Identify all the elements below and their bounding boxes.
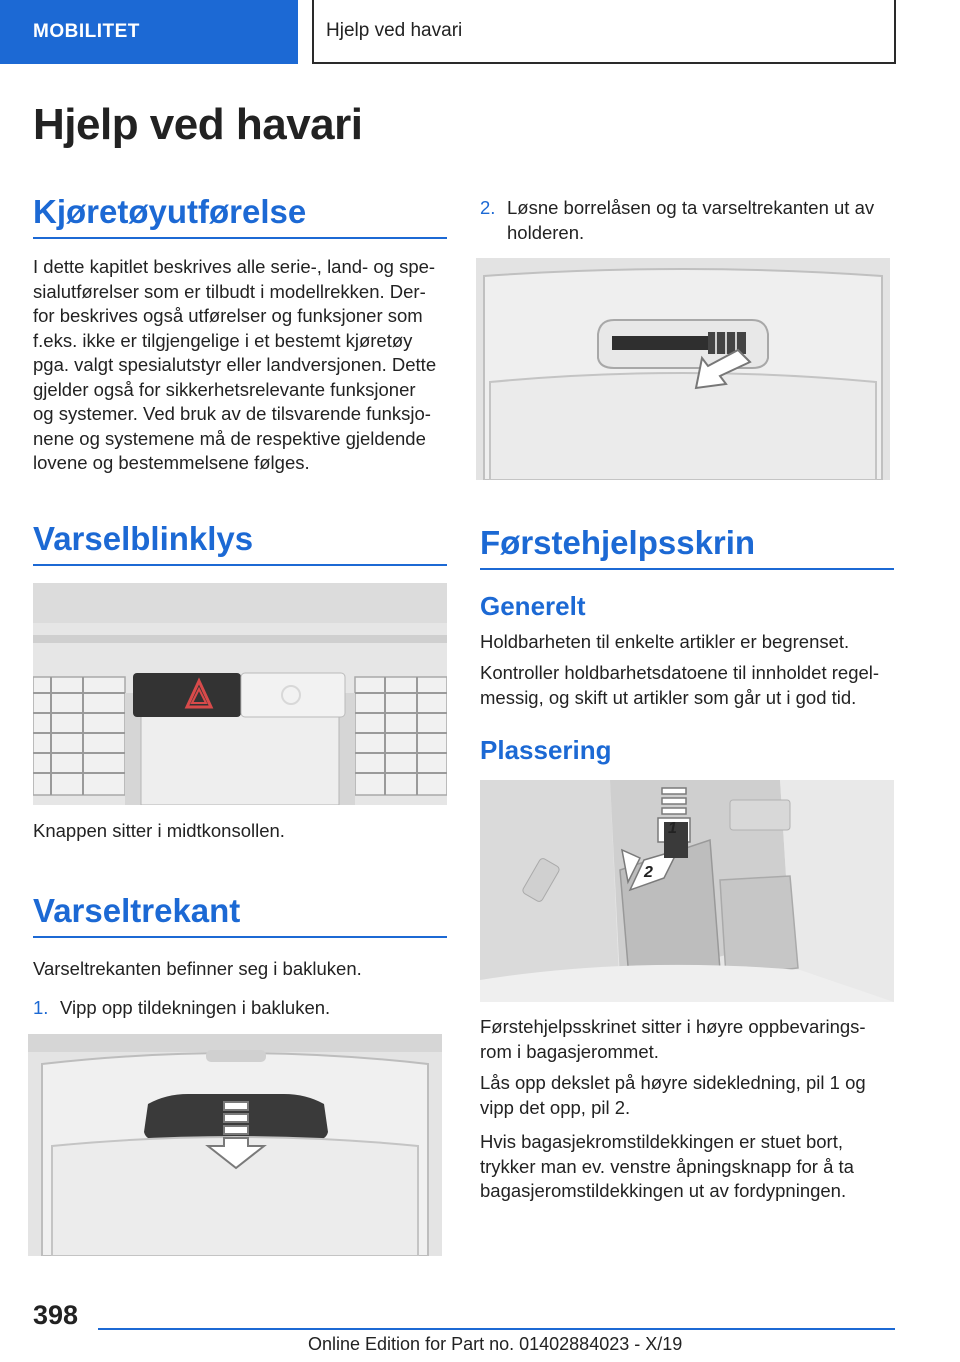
text-line: og systemer. Ved bruk av de tilsvarende funksjo- (33, 403, 431, 424)
heading-varseltrekant: Varseltrekant (33, 892, 447, 938)
paragraph-generelt-1: Holdbarheten til enkelte artikler er begrenset. (480, 631, 850, 652)
footer-divider (98, 1328, 895, 1330)
step-2-text-line1: Løsne borrelåsen og ta varseltrekanten ut av (507, 197, 875, 218)
first-aid-kit-location-illustration (480, 780, 894, 1002)
text-line: Hvis bagasjekromstildekkingen er stuet bort, (480, 1131, 843, 1152)
footer-edition: Online Edition for Part no. 01402884023 - X/19 (308, 1334, 683, 1354)
step-1 (33, 996, 330, 1021)
paragraph-plassering-1 (480, 1015, 866, 1064)
callout-1: 1 (668, 820, 677, 837)
heading-kjoretoyutforelse: Kjøretøyutførelse (33, 193, 447, 239)
text-line: Lås opp dekslet på høyre sidekledning, pil 1 og (480, 1072, 866, 1093)
text-line: sialutførelser som er tilbudt i modellrekken. Der- (33, 280, 426, 302)
paragraph-kjoretoyutforelse (33, 255, 453, 476)
text-line: lovene og bestemmelsene følges. (33, 452, 310, 473)
heading-generelt: Generelt (480, 591, 586, 621)
step-1-number: 1. (33, 997, 49, 1018)
triangle-holder-illustration (476, 258, 890, 480)
text-line: for beskrives også utførelser og funksjoner som (33, 305, 423, 326)
step-1-text: Vipp opp tildekningen i bakluken. (60, 997, 331, 1018)
step-2-text-line2: holderen. (507, 221, 585, 243)
text-line: Kontroller holdbarhetsdatoene til innholdet regel- (480, 662, 880, 683)
heading-forstehjelpsskrin: Førstehjelpsskrin (480, 524, 894, 570)
text-line: Førstehjelpsskrinet sitter i høyre oppbevarings- (480, 1016, 866, 1037)
hazard-button-illustration (33, 583, 447, 805)
heading-plassering: Plassering (480, 735, 612, 765)
paragraph-generelt-2 (480, 661, 879, 710)
text-line: trykker man ev. venstre åpningsknapp for å ta (480, 1155, 854, 1177)
text-line: bagasjeromstildekkingen ut av fordypningen. (480, 1180, 847, 1201)
text-line: messig, og skift ut artikler som går ut i god tid. (480, 686, 857, 708)
header-section-label: MOBILITET (33, 21, 140, 42)
text-line: gjelder også for sikkerhetsrelevante funksjoner (33, 378, 416, 400)
callout-2: 2 (644, 864, 653, 881)
tailgate-cover-illustration (28, 1034, 442, 1256)
header-section-tab (0, 0, 298, 64)
paragraph-varseltrekant: Varseltrekanten befinner seg i bakluken. (33, 958, 362, 979)
caption-varselblinklys: Knappen sitter i midtkonsollen. (33, 820, 285, 841)
header-topic-label: Hjelp ved havari (326, 20, 463, 41)
text-line: nene og systemene må de respektive gjeldende (33, 427, 426, 449)
page-number: 398 (33, 1300, 79, 1330)
paragraph-plassering-3 (480, 1130, 854, 1204)
heading-varselblinklys: Varselblinklys (33, 520, 447, 566)
step-2-number: 2. (480, 197, 496, 218)
step-2 (480, 196, 874, 245)
text-line: rom i bagasjerommet. (480, 1040, 659, 1062)
text-line: vipp det opp, pil 2. (480, 1096, 631, 1118)
text-line: f.eks. ikke er tilgjengelige i et bestemt kjøretøy (33, 329, 413, 351)
page-title: Hjelp ved havari (33, 100, 363, 149)
text-line: pga. valgt spesialutstyr eller landversjonen. Dette (33, 354, 437, 375)
paragraph-plassering-2 (480, 1071, 866, 1120)
text-line: I dette kapitlet beskrives alle serie-, land- og spe- (33, 256, 436, 277)
header-topic-box (312, 0, 896, 64)
